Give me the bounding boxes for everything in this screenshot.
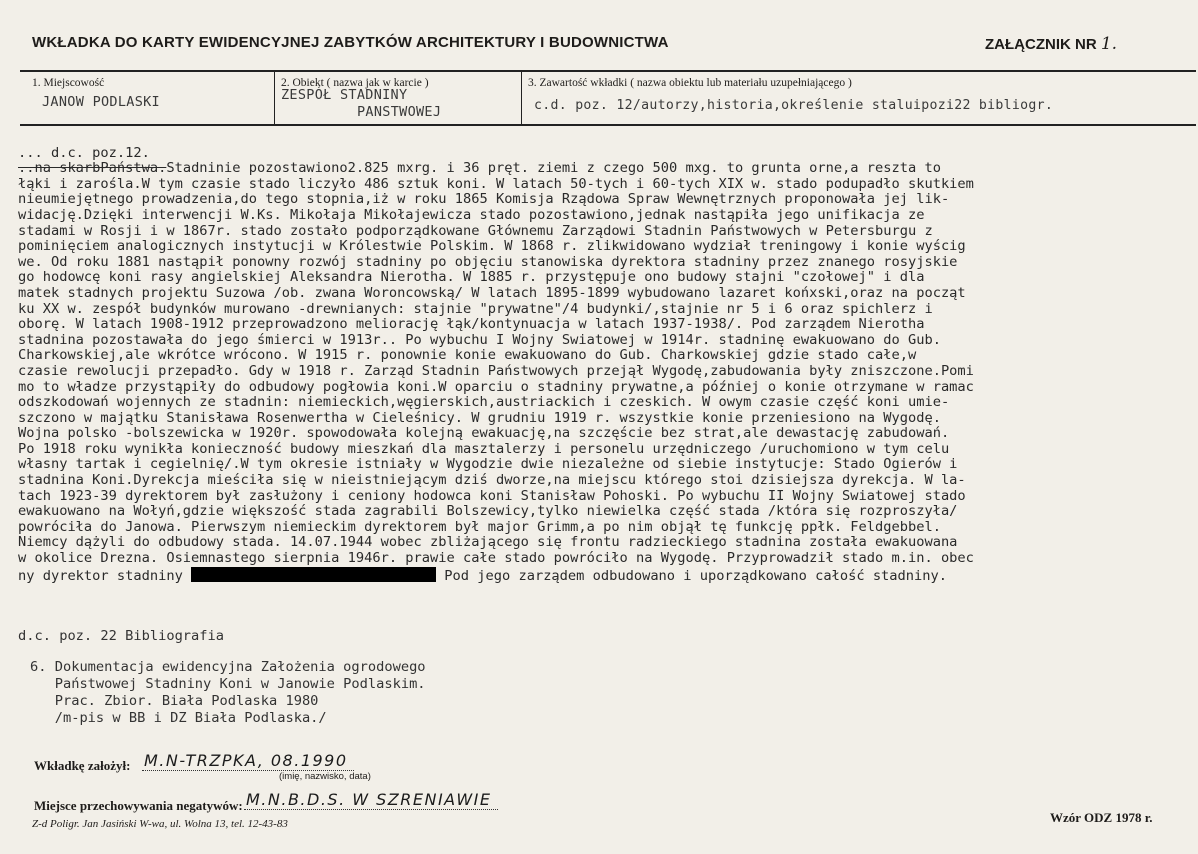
author-value: M.N-TRZPKA, 08.1990 [142, 751, 354, 771]
bibliography-line: 6. Dokumentacja ewidencyjna Założenia ogrodowego [30, 659, 426, 675]
body-line: oborę. W latach 1908-1912 przeprowadzono meliorację łąk/kontynuacja w latach 1937-1938/. Pod zarządem Nierotha [18, 316, 925, 333]
strikethrough-text: ..na skarbPaństwa. [18, 160, 167, 177]
body-line: Charkowskiej,ale wkrótce wrócono. W 1915 r. ponownie konie ewakuowano do Gub. Charkowskiej gdzie stado całe,w [18, 347, 917, 364]
body-line: Wojna polsko -bolszewicka w 1920r. spowodowała kolejną ewakuację,na szczęście bez strat,ale dewastację zabudowań. [18, 425, 950, 442]
body-line: we. Od roku 1881 nastąpił ponowny rozwój stadniny po objęciu stanowiska dyrektora stadniny przez znanego rosyjskie [18, 253, 958, 270]
locality-label: 1. Miejscowość [32, 77, 105, 89]
body-line: mo to władze przystąpiły do odbudowy pogłowia koni.W oparciu o stadniny prywatne,a później o konie otrzymane w ramac [18, 378, 974, 395]
body-line: powróciła do Janowa. Pierwszym niemieckim dyrektorem był major Grimm,a po nim objął tę funkcję ppłk. Feldgebbel. [18, 518, 941, 535]
author-sublabel: (imię, nazwisko, data) [279, 771, 371, 782]
body-line: czasie rewolucji przepadło. Gdy w 1918 r. Zarząd Stadnin Państwowych przejął Wygodę,zabudowania były zniszczone.Pomi [18, 362, 974, 379]
body-line: odszkodowań wojennych ze stadnin: niemieckich,węgierskich,austriackich i czeskich. W owym czasie część koni umie- [18, 394, 950, 411]
form-title: WKŁADKA DO KARTY EWIDENCYJNEJ ZABYTKÓW ARCHITEKTURY I BUDOWNICTWA [32, 34, 669, 51]
header-box [20, 70, 1196, 126]
body-line: ewakuowano na Wołyń,gdzie większość stada zagrabili Bolszewicy,tylko niewielka część stada /która się rozproszyła/ [18, 503, 958, 520]
object-label: 2. Obiekt ( nazwa jak w karcie ) [281, 77, 429, 89]
body-line: łąki i zarośla.W tym czasie stado liczyło 486 sztuk koni. W latach 50-tych i 60-tych XIX w. stado podupadło skutkiem [18, 175, 974, 192]
attachment-number: 1. [1100, 34, 1118, 54]
document-body [18, 130, 1198, 600]
redaction-bar [191, 567, 436, 582]
content-label: 3. Zawartość wkładki ( nazwa obiektu lub materiału uzupełniającego ) [528, 77, 852, 89]
bibliography-list [30, 659, 426, 727]
body-line: stadnina Koni.Dyrekcja mieściła się w nieistniejącym dziś dworze,na miejscu którego stoi dzisiejsza dyrekcja. W la- [18, 472, 966, 489]
header-field-locality [20, 72, 274, 124]
header-field-content [522, 72, 1196, 124]
object-value-line1: ZESPÓŁ STADNINY [281, 87, 408, 103]
body-line-text: Stadninie pozostawiono2.825 mxrg. i 36 pręt. ziemi z czego 500 mxg. to grunta orne,a reszta to [166, 160, 941, 177]
body-line: własny tartak i cegielnię/.W tym okresie istniały w Wygodzie dwie niezależne od siebie instytucje: Stado Ogierów i [18, 456, 958, 473]
body-intro: ... d.c. poz.12. [18, 144, 150, 161]
author-label: Wkładkę założył: [34, 758, 131, 773]
form-model: Wzór ODZ 1978 r. [1050, 810, 1153, 825]
printer-imprint: Z-d Poligr. Jan Jasiński W-wa, ul. Wolna 13, tel. 12-43-83 [32, 818, 288, 830]
bibliography-line: Państwowej Stadniny Koni w Janowie Podlaskim. [30, 676, 426, 692]
content-value: c.d. poz. 12/autorzy,historia,określenie staluipozi22 bibliogr. [534, 98, 1054, 113]
body-line: ku XX w. zespół budynków murowano -drewnianych: stajnie "prywatne"/4 budynki/,stajnie nr 5 i 6 oraz spichlerz i [18, 300, 933, 317]
object-value-line2: PANSTWOWEJ [357, 104, 442, 120]
negatives-value: M.N.B.D.S. W SZRENIAWIE [244, 790, 498, 810]
attachment-label [985, 34, 1117, 54]
body-line-text: Pod jego zarządem odbudowano i uporządkowano całość stadniny. [436, 567, 947, 584]
header-field-object [275, 72, 521, 124]
body-line [18, 161, 1198, 177]
body-line: w okolice Drezna. Osiemnastego sierpnia 1946r. prawie całe stado powróciło na Wygodę. Przyprowadził stado m.in. obec [18, 550, 974, 567]
bibliography-line: Prac. Zbior. Biała Podlaska 1980 [30, 693, 319, 709]
body-line-text: ny dyrektor stadniny [18, 567, 192, 584]
attachment-label-text: ZAŁĄCZNIK NR [985, 36, 1097, 53]
body-line: Niemcy dążyli do odbudowy stada. 14.07.1944 wobec zbliżającego się frontu radzieckiego stadnina została ewakuowana [18, 534, 958, 551]
body-line: nieumiejętnego prowadzenia,do tego stopnia,iż w roku 1865 Komisja Rządowa Spraw Wewnętrznych proponowała jej lik- [18, 191, 950, 208]
locality-value: JANOW PODLASKI [42, 94, 160, 110]
body-line: stadami w Rosji i w 1867r. stado zostało podporządkowane Głównemu Zarządowi Stadnin Państwowych w Petersburgu z [18, 222, 933, 239]
body-line: tach 1923-39 dyrektorem był zasłużony i ceniony hodowca koni Stanisław Pohoski. Po wybuchu II Wojny Swiatowej stado [18, 487, 966, 504]
body-line [18, 567, 1198, 585]
body-line: go hodowcę koni rasy angielskiej Aleksandra Nierotha. W 1885 r. przystępuje ono budowy stajni "czołowej" i dla [18, 269, 925, 286]
body-line: matek stadnych projektu Suzowa /ob. zwana Woroncowską/ W latach 1895-1899 wybudowano lazaret końxski,oraz na począt [18, 284, 966, 301]
bibliography-heading: d.c. poz. 22 Bibliografia [18, 628, 225, 644]
bibliography-line: /m-pis w BB i DZ Biała Podlaska./ [30, 710, 327, 726]
body-line: pominięciem analogicznych instytucji w Królestwie Polskim. W 1868 r. zlikwidowano wydział treningowy i konie wyścig [18, 238, 966, 255]
body-line: szczono w majątku Stanisława Rosenwertha w Cieleśnicy. W grudniu 1919 r. wszystkie konie przeniesiono na Wygodę. [18, 409, 941, 426]
body-line: widację.Dzięki interwencji W.Ks. Mikołaja Mikołajewicza stado pozostawiono,jednak nastąpiła jego unifikacja ze [18, 206, 925, 223]
negatives-label: Miejsce przechowywania negatywów: [34, 798, 243, 813]
body-line: Po 1918 roku wynikła konieczność budowy mieszkań dla masztalerzy i personelu urzędniczego /uruchomiono w tym celu [18, 440, 950, 457]
body-line: stadnina pozostawała do jego śmierci w 1913r.. Po wybuchu I Wojny Swiatowej w 1914r. stadninę ewakuowano do Gub. [18, 331, 941, 348]
